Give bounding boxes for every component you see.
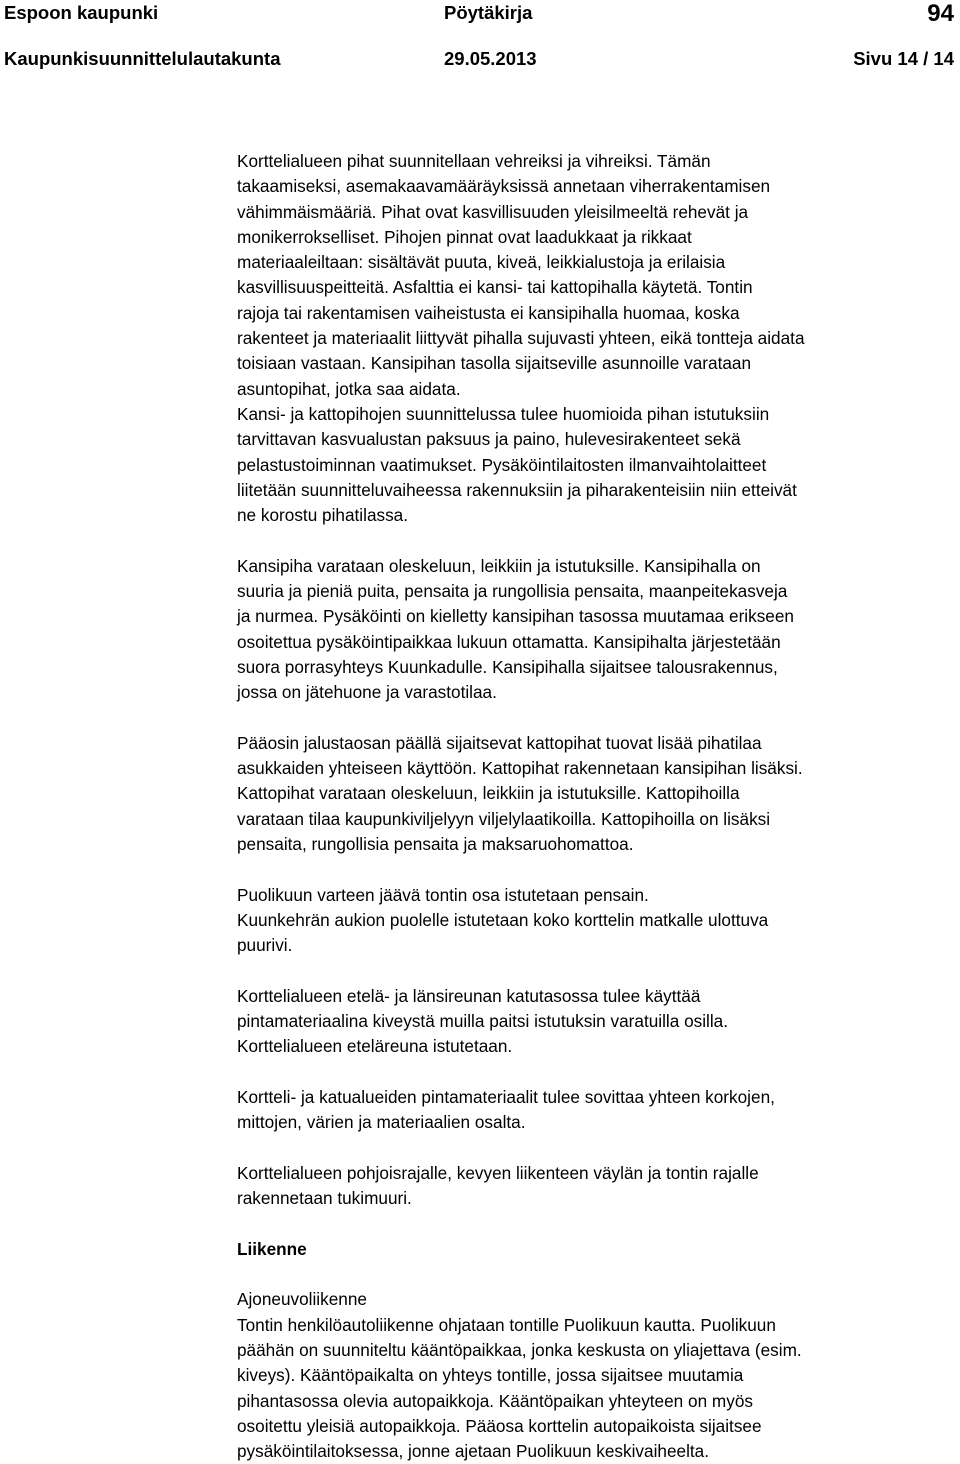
text-line: Kansipiha varataan oleskeluun, leikkiin ja istutuksille. Kansipihalla on — [237, 555, 761, 576]
text-line: rajoja tai rakentamisen vaiheistusta ei kansipihalla huomaa, koska — [237, 302, 740, 323]
text-line: Korttelialueen etelä- ja länsireunan katutasossa tulee käyttää — [237, 985, 701, 1006]
text-line: pensaita, rungollisia pensaita ja maksaruohomattoa. — [237, 834, 634, 855]
text-line: varataan tilaa kaupunkiviljelyyn viljelylaatikoilla. Kattopihoilla on lisäksi — [237, 808, 771, 829]
text-line: tarvittavan kasvualustan paksuus ja paino, hulevesirakenteet sekä — [237, 429, 741, 450]
meeting-date: 29.05.2013 — [444, 48, 537, 69]
paragraph-spacer — [237, 528, 957, 553]
subheading-vehicle-traffic: Ajoneuvoliikenne — [237, 1289, 367, 1310]
text-line: kiveys). Kääntöpaikalta on yhteys tontille, jossa sijaitsee muutamia — [237, 1365, 744, 1386]
text-line: asuntopihat, jotka saa aidata. — [237, 378, 461, 399]
paragraph-street-level — [237, 984, 957, 1060]
text-line: mittojen, värien ja materiaalien osalta. — [237, 1112, 526, 1133]
paragraph-spacer — [237, 1262, 957, 1287]
paragraph-roof-yards — [237, 731, 957, 857]
document-type: Pöytäkirja — [444, 2, 533, 23]
paragraph-spacer — [237, 1136, 957, 1161]
paragraph-spacer — [237, 857, 957, 882]
text-line: Kuunkehrän aukion puolelle istutetaan koko korttelin matkalle ulottuva — [237, 909, 769, 930]
text-line: suuria ja pieniä puita, pensaita ja rungollisia pensaita, maanpeitekasveja — [237, 581, 788, 602]
section-number: 94 — [927, 0, 954, 27]
document-body — [237, 149, 957, 1464]
board-name: Kaupunkisuunnittelulautakunta — [4, 48, 281, 69]
text-line: liitetään suunnitteluvaiheessa rakennuksiin ja piharakenteisiin niin etteivät — [237, 479, 797, 500]
paragraph-surface-materials — [237, 1085, 957, 1136]
text-line: osoitettua pysäköintipaikkaa lukuun ottamatta. Kansipihalta järjestetään — [237, 631, 781, 652]
text-line: ne korostu pihatilassa. — [237, 505, 409, 526]
section-heading-traffic: Liikenne — [237, 1238, 307, 1259]
paragraph-yard-design — [237, 149, 957, 528]
page-header — [0, 0, 960, 80]
text-line: Kansi- ja kattopihojen suunnittelussa tulee huomioida pihan istutuksiin — [237, 403, 770, 424]
text-line: monikerrokselliset. Pihojen pinnat ovat laadukkaat ja rikkaat — [237, 226, 692, 247]
text-line: Tontin henkilöautoliikenne ohjataan tontille Puolikuun kautta. Puolikuun — [237, 1314, 776, 1335]
text-line: Puolikuun varteen jäävä tontin osa istutetaan pensain. — [237, 884, 649, 905]
paragraph-spacer — [237, 1060, 957, 1085]
text-line: suora porrasyhteys Kuunkadulle. Kansipihalla sijaitsee talousrakennus, — [237, 656, 778, 677]
text-line: Kortteli- ja katualueiden pintamateriaalit tulee sovittaa yhteen korkojen, — [237, 1086, 775, 1107]
text-line: pysäköintilaitoksessa, jonne ajetaan Puolikuun keskivaiheelta. — [237, 1441, 709, 1462]
text-line: ja nurmea. Pysäköinti on kielletty kansipihan tasossa muutamaa erikseen — [237, 606, 794, 627]
paragraph-spacer — [237, 959, 957, 984]
text-line: pihantasossa olevia autopaikkoja. Kääntöpaikan yhteyteen on myös — [237, 1390, 753, 1411]
text-line: osoitettu yleisiä autopaikkoja. Pääosa korttelin autopaikoista sijaitsee — [237, 1415, 762, 1436]
paragraph-spacer — [237, 1211, 957, 1236]
paragraph-planting — [237, 883, 957, 959]
paragraph-retaining-wall — [237, 1161, 957, 1212]
text-line: Korttelialueen pohjoisrajalle, kevyen liikenteen väylän ja tontin rajalle — [237, 1162, 759, 1183]
paragraph-deck-yard — [237, 554, 957, 706]
text-line: kasvillisuuspeitteitä. Asfalttia ei kansi- tai kattopihalla käytetä. Tontin — [237, 277, 753, 298]
text-line: rakennetaan tukimuuri. — [237, 1188, 412, 1209]
text-line: rakenteet ja materiaalit liittyvät pihalla sujuvasti yhteen, eikä tontteja aidata — [237, 328, 805, 349]
page-number: Sivu 14 / 14 — [853, 48, 954, 69]
text-line: toisiaan vastaan. Kansipihan tasolla sijaitseville asunnoille varataan — [237, 353, 752, 374]
text-line: päähän on suunniteltu kääntöpaikkaa, jonka keskusta on yliajettava (esim. — [237, 1339, 802, 1360]
text-line: takaamiseksi, asemakaavamääräyksissä annetaan viherrakentamisen — [237, 176, 771, 197]
text-line: Korttelialueen pihat suunnitellaan vehreiksi ja vihreiksi. Tämän — [237, 151, 711, 171]
text-line: jossa on jätehuone ja varastotilaa. — [237, 682, 497, 703]
text-line: Pääosin jalustaosan päällä sijaitsevat kattopihat tuovat lisää pihatilaa — [237, 732, 762, 753]
text-line: Kattopihat varataan oleskeluun, leikkiin ja istutuksille. Kattopihoilla — [237, 783, 740, 804]
text-line: asukkaiden yhteiseen käyttöön. Kattopihat rakennetaan kansipihan lisäksi. — [237, 758, 803, 779]
paragraph-vehicle-traffic — [237, 1313, 957, 1464]
text-line: pintamateriaalina kiveystä muilla paitsi istutuksin varatuilla osilla. — [237, 1011, 729, 1032]
text-line: vähimmäismääriä. Pihat ovat kasvillisuuden yleisilmeeltä rehevät ja — [237, 201, 749, 222]
paragraph-spacer — [237, 706, 957, 731]
text-line: puurivi. — [237, 935, 293, 956]
organization-name: Espoon kaupunki — [4, 2, 159, 23]
text-line: pelastustoiminnan vaatimukset. Pysäköintilaitosten ilmanvaihtolaitteet — [237, 454, 767, 475]
text-line: materiaaleiltaan: sisältävät puuta, kiveä, leikkialustoja ja erilaisia — [237, 252, 726, 273]
text-line: Korttelialueen eteläreuna istutetaan. — [237, 1036, 513, 1057]
